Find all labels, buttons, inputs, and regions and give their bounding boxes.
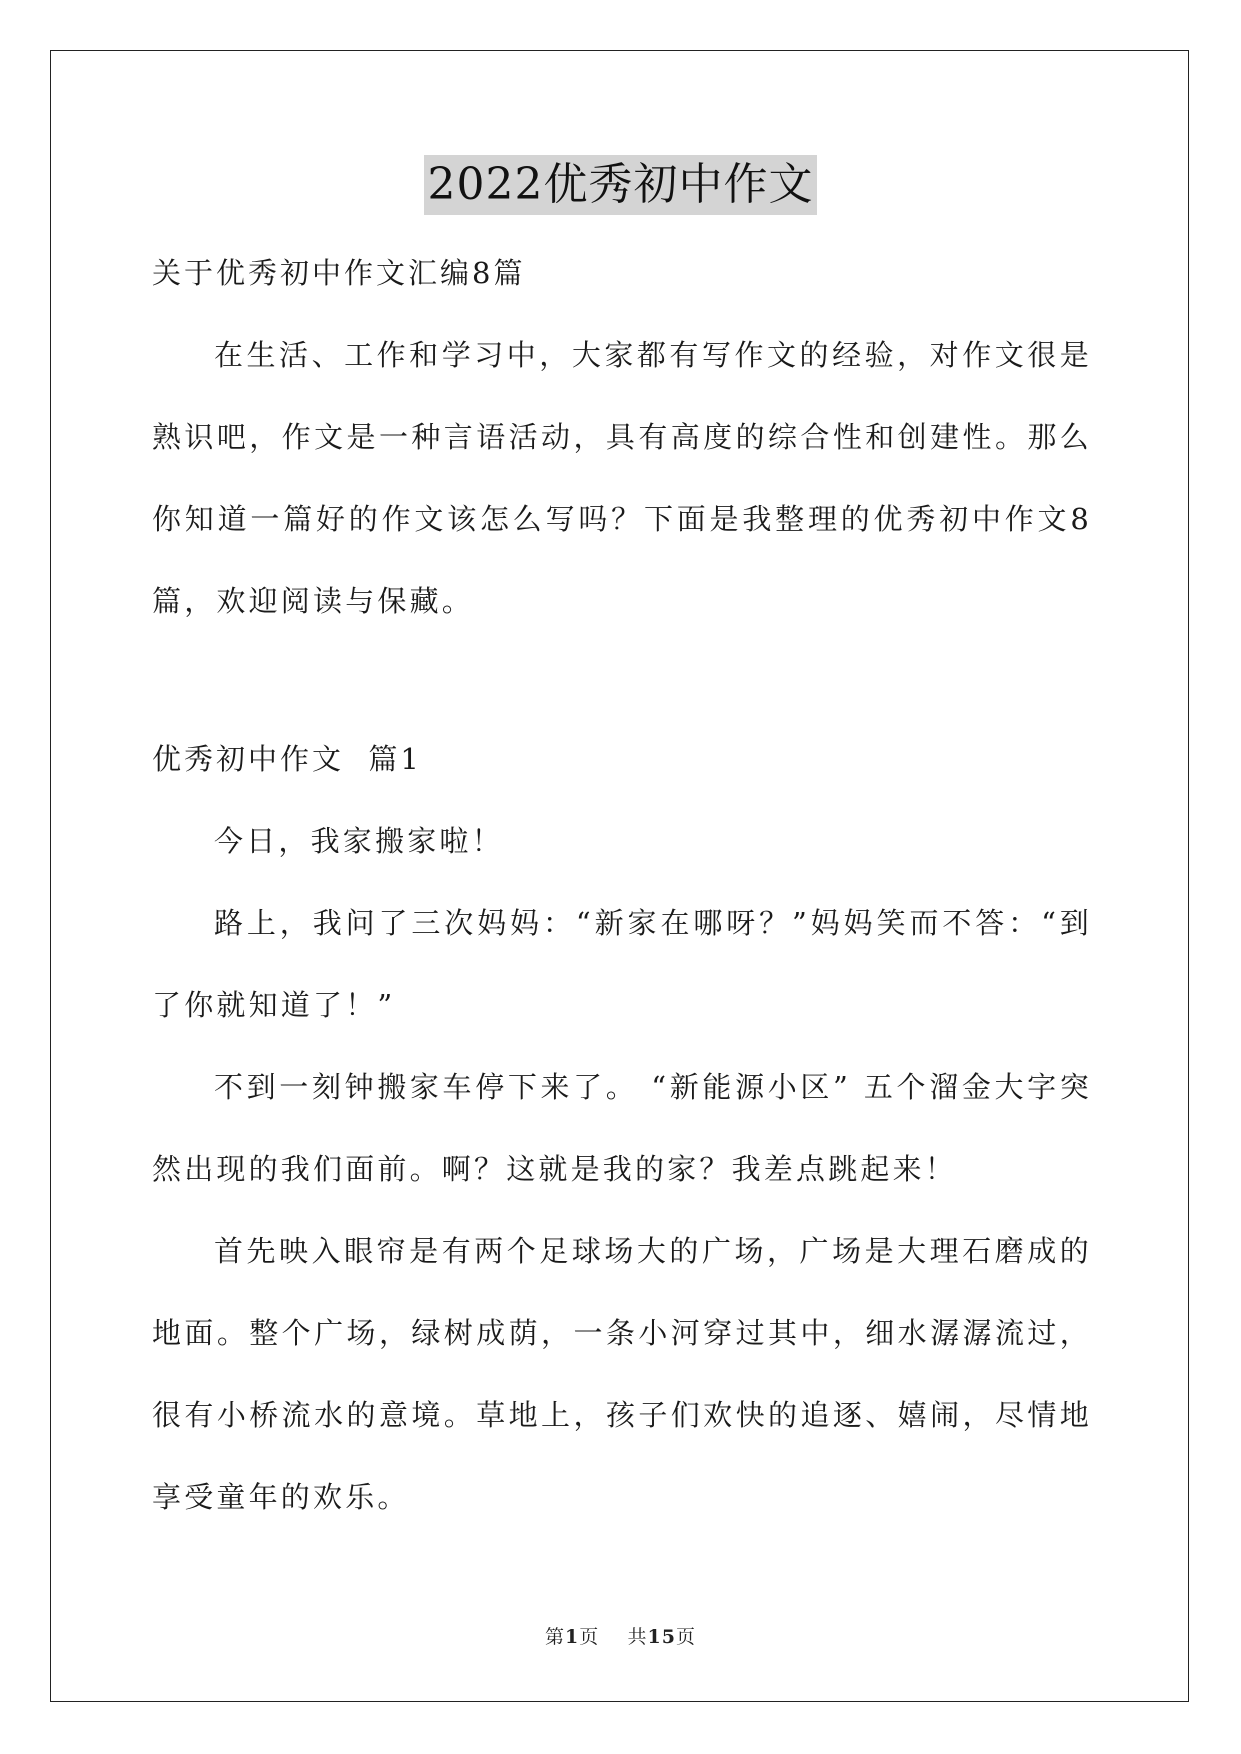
- total-pages: 15: [647, 1626, 676, 1648]
- page-prefix: 第: [545, 1626, 566, 1648]
- page-number: 1: [565, 1626, 580, 1648]
- document-title: 2022优秀初中作文: [424, 155, 818, 215]
- intro-paragraph: 在生活、工作和学习中，大家都有写作文的经验，对作文很是熟识吧，作文是一种言语活动，具有高度的综合性和创建性。那么你知道一篇好的作文该怎么写吗？下面是我整理的优秀初中作文8篇，欢迎阅读与保藏。: [152, 338, 1092, 618]
- total-prefix: 共: [627, 1626, 648, 1648]
- essay-paragraph: 首先映入眼帘是有两个足球场大的广场，广场是大理石磨成的地面。整个广场，绿树成荫，一条小河穿过其中，细水潺潺流过，很有小桥流水的意境。草地上，孩子们欢快的追逐、嬉闹，尽情地享受童年的欢乐。: [152, 1234, 1092, 1514]
- page-suffix: 页: [579, 1626, 600, 1648]
- section-heading: 优秀初中作文 篇1: [152, 742, 422, 776]
- title-container: [0, 155, 1241, 215]
- essay-paragraph: 不到一刻钟搬家车停下来了。 “新能源小区” 五个溜金大字突然出现的我们面前。啊？这就是我的家？我差点跳起来！: [152, 1070, 1092, 1186]
- essay-paragraph: 今日，我家搬家啦！: [214, 824, 504, 858]
- document-body: [152, 232, 1092, 1538]
- essay-paragraph: 路上，我问了三次妈妈：“新家在哪呀？”妈妈笑而不答：“到了你就知道了！”: [152, 906, 1092, 1022]
- document-subtitle: 关于优秀初中作文汇编8篇: [152, 256, 526, 290]
- section-gap: [152, 642, 1092, 718]
- total-suffix: 页: [675, 1626, 696, 1648]
- page-footer: [0, 1622, 1241, 1649]
